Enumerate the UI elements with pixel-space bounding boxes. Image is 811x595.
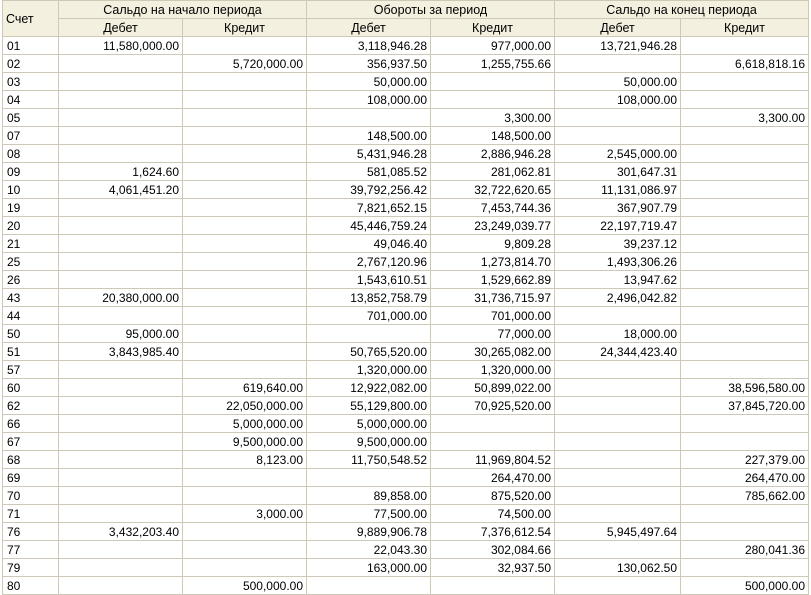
- turnover-credit-cell[interactable]: 701,000.00: [431, 307, 555, 325]
- turnover-credit-cell[interactable]: 148,500.00: [431, 127, 555, 145]
- turnover-credit-cell[interactable]: 70,925,520.00: [431, 397, 555, 415]
- turnover-credit-cell[interactable]: [431, 433, 555, 451]
- closing-debit-cell[interactable]: [555, 451, 681, 469]
- turnover-credit-cell[interactable]: 7,376,612.54: [431, 523, 555, 541]
- closing-credit-cell[interactable]: [681, 361, 809, 379]
- group-closing-balance-header[interactable]: Сальдо на конец периода: [555, 1, 809, 19]
- closing-credit-cell[interactable]: [681, 127, 809, 145]
- opening-debit-cell[interactable]: [59, 91, 183, 109]
- account-cell[interactable]: 21: [3, 235, 59, 253]
- closing-credit-cell[interactable]: [681, 73, 809, 91]
- account-cell[interactable]: 02: [3, 55, 59, 73]
- opening-debit-cell[interactable]: [59, 253, 183, 271]
- opening-credit-cell[interactable]: [183, 109, 307, 127]
- turnover-credit-cell[interactable]: 32,722,620.65: [431, 181, 555, 199]
- opening-credit-cell[interactable]: [183, 37, 307, 55]
- table-row[interactable]: [3, 397, 809, 415]
- opening-credit-cell[interactable]: [183, 541, 307, 559]
- account-cell[interactable]: 10: [3, 181, 59, 199]
- closing-debit-cell[interactable]: 22,197,719.47: [555, 217, 681, 235]
- closing-credit-cell[interactable]: 500,000.00: [681, 577, 809, 595]
- opening-debit-cell[interactable]: 20,380,000.00: [59, 289, 183, 307]
- closing-credit-cell[interactable]: [681, 181, 809, 199]
- closing-debit-cell[interactable]: [555, 397, 681, 415]
- opening-debit-cell[interactable]: [59, 433, 183, 451]
- closing-debit-cell[interactable]: [555, 55, 681, 73]
- opening-credit-cell[interactable]: [183, 127, 307, 145]
- turnover-credit-header[interactable]: Кредит: [431, 19, 555, 37]
- turnover-debit-cell[interactable]: 5,000,000.00: [307, 415, 431, 433]
- turnover-debit-cell[interactable]: 581,085.52: [307, 163, 431, 181]
- table-row[interactable]: [3, 199, 809, 217]
- table-row[interactable]: [3, 289, 809, 307]
- closing-debit-cell[interactable]: 1,493,306.26: [555, 253, 681, 271]
- table-row[interactable]: [3, 469, 809, 487]
- turnover-credit-cell[interactable]: 11,969,804.52: [431, 451, 555, 469]
- opening-debit-cell[interactable]: 4,061,451.20: [59, 181, 183, 199]
- opening-credit-cell[interactable]: [183, 343, 307, 361]
- opening-debit-cell[interactable]: [59, 397, 183, 415]
- closing-debit-cell[interactable]: [555, 379, 681, 397]
- opening-credit-cell[interactable]: [183, 559, 307, 577]
- table-row[interactable]: [3, 253, 809, 271]
- opening-debit-cell[interactable]: [59, 505, 183, 523]
- closing-credit-cell[interactable]: [681, 217, 809, 235]
- closing-debit-cell[interactable]: 13,721,946.28: [555, 37, 681, 55]
- table-row[interactable]: [3, 361, 809, 379]
- turnover-debit-cell[interactable]: 1,320,000.00: [307, 361, 431, 379]
- table-row[interactable]: [3, 433, 809, 451]
- opening-debit-cell[interactable]: 3,432,203.40: [59, 523, 183, 541]
- opening-credit-cell[interactable]: [183, 253, 307, 271]
- turnover-credit-cell[interactable]: [431, 577, 555, 595]
- account-cell[interactable]: 26: [3, 271, 59, 289]
- opening-credit-cell[interactable]: 8,123.00: [183, 451, 307, 469]
- opening-debit-cell[interactable]: [59, 145, 183, 163]
- turnover-debit-cell[interactable]: 9,889,906.78: [307, 523, 431, 541]
- turnover-debit-cell[interactable]: 701,000.00: [307, 307, 431, 325]
- opening-debit-cell[interactable]: [59, 307, 183, 325]
- closing-credit-cell[interactable]: [681, 199, 809, 217]
- account-cell[interactable]: 25: [3, 253, 59, 271]
- opening-credit-cell[interactable]: [183, 91, 307, 109]
- account-cell[interactable]: 67: [3, 433, 59, 451]
- turnover-debit-cell[interactable]: 11,750,548.52: [307, 451, 431, 469]
- opening-credit-cell[interactable]: [183, 181, 307, 199]
- opening-credit-cell[interactable]: [183, 217, 307, 235]
- opening-debit-cell[interactable]: 3,843,985.40: [59, 343, 183, 361]
- turnover-credit-cell[interactable]: 7,453,744.36: [431, 199, 555, 217]
- closing-debit-cell[interactable]: 50,000.00: [555, 73, 681, 91]
- table-row[interactable]: [3, 181, 809, 199]
- closing-credit-header[interactable]: Кредит: [681, 19, 809, 37]
- table-row[interactable]: [3, 379, 809, 397]
- closing-debit-cell[interactable]: 18,000.00: [555, 325, 681, 343]
- table-row[interactable]: [3, 73, 809, 91]
- opening-credit-cell[interactable]: [183, 145, 307, 163]
- turnover-debit-cell[interactable]: 163,000.00: [307, 559, 431, 577]
- closing-debit-cell[interactable]: [555, 505, 681, 523]
- header-row-subcolumns: [3, 19, 809, 37]
- closing-debit-cell[interactable]: 13,947.62: [555, 271, 681, 289]
- table-row[interactable]: [3, 271, 809, 289]
- closing-credit-cell[interactable]: [681, 289, 809, 307]
- opening-credit-cell[interactable]: [183, 199, 307, 217]
- opening-credit-cell[interactable]: [183, 289, 307, 307]
- account-cell[interactable]: 68: [3, 451, 59, 469]
- table-row[interactable]: [3, 163, 809, 181]
- account-cell[interactable]: 03: [3, 73, 59, 91]
- closing-debit-cell[interactable]: 130,062.50: [555, 559, 681, 577]
- account-cell[interactable]: 07: [3, 127, 59, 145]
- opening-credit-cell[interactable]: [183, 73, 307, 91]
- opening-credit-cell[interactable]: 619,640.00: [183, 379, 307, 397]
- account-cell[interactable]: 70: [3, 487, 59, 505]
- opening-credit-header[interactable]: Кредит: [183, 19, 307, 37]
- opening-credit-cell[interactable]: [183, 163, 307, 181]
- closing-credit-cell[interactable]: [681, 253, 809, 271]
- turnover-credit-cell[interactable]: 875,520.00: [431, 487, 555, 505]
- closing-credit-cell[interactable]: [681, 37, 809, 55]
- turnover-credit-cell[interactable]: 1,255,755.66: [431, 55, 555, 73]
- opening-debit-cell[interactable]: [59, 271, 183, 289]
- turnover-credit-cell[interactable]: 2,886,946.28: [431, 145, 555, 163]
- turnover-debit-cell[interactable]: 148,500.00: [307, 127, 431, 145]
- turnover-debit-cell[interactable]: 39,792,256.42: [307, 181, 431, 199]
- turnover-debit-cell[interactable]: 50,765,520.00: [307, 343, 431, 361]
- opening-debit-cell[interactable]: [59, 415, 183, 433]
- turnover-debit-cell[interactable]: 22,043.30: [307, 541, 431, 559]
- closing-credit-cell[interactable]: [681, 235, 809, 253]
- closing-debit-cell[interactable]: 108,000.00: [555, 91, 681, 109]
- turnover-debit-cell[interactable]: 49,046.40: [307, 235, 431, 253]
- turnover-credit-cell[interactable]: [431, 73, 555, 91]
- account-cell[interactable]: 08: [3, 145, 59, 163]
- closing-credit-cell[interactable]: [681, 415, 809, 433]
- turnover-debit-cell[interactable]: 50,000.00: [307, 73, 431, 91]
- closing-credit-cell[interactable]: [681, 145, 809, 163]
- opening-credit-cell[interactable]: 500,000.00: [183, 577, 307, 595]
- opening-debit-cell[interactable]: [59, 55, 183, 73]
- closing-debit-cell[interactable]: [555, 577, 681, 595]
- turnover-credit-cell[interactable]: 3,300.00: [431, 109, 555, 127]
- turnover-debit-cell[interactable]: 13,852,758.79: [307, 289, 431, 307]
- closing-credit-cell[interactable]: [681, 163, 809, 181]
- table-row[interactable]: [3, 577, 809, 595]
- closing-debit-cell[interactable]: [555, 109, 681, 127]
- opening-debit-cell[interactable]: [59, 541, 183, 559]
- opening-debit-cell[interactable]: [59, 559, 183, 577]
- table-row[interactable]: [3, 307, 809, 325]
- opening-debit-cell[interactable]: [59, 469, 183, 487]
- turnover-debit-cell[interactable]: 45,446,759.24: [307, 217, 431, 235]
- turnover-credit-cell[interactable]: [431, 415, 555, 433]
- opening-debit-cell[interactable]: [59, 361, 183, 379]
- closing-debit-cell[interactable]: [555, 127, 681, 145]
- opening-debit-cell[interactable]: [59, 451, 183, 469]
- turnover-credit-cell[interactable]: 1,529,662.89: [431, 271, 555, 289]
- turnover-balance-sheet: [2, 0, 809, 595]
- turnover-debit-header[interactable]: Дебет: [307, 19, 431, 37]
- opening-debit-cell[interactable]: [59, 577, 183, 595]
- table-row[interactable]: [3, 343, 809, 361]
- account-cell[interactable]: 60: [3, 379, 59, 397]
- opening-credit-cell[interactable]: 3,000.00: [183, 505, 307, 523]
- opening-credit-cell[interactable]: [183, 361, 307, 379]
- account-cell[interactable]: 79: [3, 559, 59, 577]
- closing-credit-cell[interactable]: 37,845,720.00: [681, 397, 809, 415]
- group-turnover-header[interactable]: Обороты за период: [307, 1, 555, 19]
- account-cell[interactable]: 57: [3, 361, 59, 379]
- closing-debit-cell[interactable]: [555, 469, 681, 487]
- closing-debit-cell[interactable]: 24,344,423.40: [555, 343, 681, 361]
- header-row-groups: [3, 1, 809, 19]
- turnover-debit-cell[interactable]: 5,431,946.28: [307, 145, 431, 163]
- table-row[interactable]: [3, 37, 809, 55]
- opening-debit-cell[interactable]: [59, 487, 183, 505]
- turnover-credit-cell[interactable]: 77,000.00: [431, 325, 555, 343]
- closing-debit-cell[interactable]: 2,545,000.00: [555, 145, 681, 163]
- closing-debit-cell[interactable]: [555, 361, 681, 379]
- turnover-credit-cell[interactable]: 302,084.66: [431, 541, 555, 559]
- table-row[interactable]: [3, 523, 809, 541]
- closing-debit-cell[interactable]: [555, 541, 681, 559]
- turnover-debit-cell[interactable]: 89,858.00: [307, 487, 431, 505]
- turnover-debit-cell[interactable]: 1,543,610.51: [307, 271, 431, 289]
- closing-credit-cell[interactable]: 3,300.00: [681, 109, 809, 127]
- closing-credit-cell[interactable]: 264,470.00: [681, 469, 809, 487]
- opening-credit-cell[interactable]: [183, 325, 307, 343]
- account-cell[interactable]: 20: [3, 217, 59, 235]
- closing-credit-cell[interactable]: [681, 523, 809, 541]
- table-row[interactable]: [3, 235, 809, 253]
- turnover-credit-cell[interactable]: 264,470.00: [431, 469, 555, 487]
- closing-credit-cell[interactable]: 38,596,580.00: [681, 379, 809, 397]
- turnover-credit-cell[interactable]: 281,062.81: [431, 163, 555, 181]
- opening-credit-cell[interactable]: [183, 307, 307, 325]
- table-row[interactable]: [3, 541, 809, 559]
- closing-debit-cell[interactable]: 39,237.12: [555, 235, 681, 253]
- opening-debit-cell[interactable]: 1,624.60: [59, 163, 183, 181]
- turnover-credit-cell[interactable]: 23,249,039.77: [431, 217, 555, 235]
- turnover-debit-cell[interactable]: 356,937.50: [307, 55, 431, 73]
- account-cell[interactable]: 05: [3, 109, 59, 127]
- turnover-debit-cell[interactable]: 2,767,120.96: [307, 253, 431, 271]
- table-row[interactable]: [3, 415, 809, 433]
- turnover-credit-cell[interactable]: 9,809.28: [431, 235, 555, 253]
- closing-debit-cell[interactable]: [555, 487, 681, 505]
- opening-credit-cell[interactable]: 5,000,000.00: [183, 415, 307, 433]
- turnover-debit-cell[interactable]: 77,500.00: [307, 505, 431, 523]
- turnover-credit-cell[interactable]: 1,320,000.00: [431, 361, 555, 379]
- account-cell[interactable]: 19: [3, 199, 59, 217]
- opening-credit-cell[interactable]: 22,050,000.00: [183, 397, 307, 415]
- closing-debit-cell[interactable]: 11,131,086.97: [555, 181, 681, 199]
- table-row[interactable]: [3, 451, 809, 469]
- account-cell[interactable]: 80: [3, 577, 59, 595]
- account-cell[interactable]: 44: [3, 307, 59, 325]
- table-row[interactable]: [3, 505, 809, 523]
- opening-credit-cell[interactable]: [183, 235, 307, 253]
- opening-credit-cell[interactable]: 5,720,000.00: [183, 55, 307, 73]
- opening-debit-cell[interactable]: 11,580,000.00: [59, 37, 183, 55]
- table-row[interactable]: [3, 127, 809, 145]
- turnover-debit-cell[interactable]: [307, 109, 431, 127]
- opening-debit-cell[interactable]: [59, 199, 183, 217]
- closing-credit-cell[interactable]: [681, 271, 809, 289]
- opening-debit-cell[interactable]: [59, 217, 183, 235]
- account-cell[interactable]: 66: [3, 415, 59, 433]
- table-row[interactable]: [3, 325, 809, 343]
- closing-debit-cell[interactable]: 301,647.31: [555, 163, 681, 181]
- opening-credit-cell[interactable]: [183, 523, 307, 541]
- opening-debit-cell[interactable]: [59, 73, 183, 91]
- opening-credit-cell[interactable]: 9,500,000.00: [183, 433, 307, 451]
- turnover-credit-cell[interactable]: 31,736,715.97: [431, 289, 555, 307]
- account-cell[interactable]: 69: [3, 469, 59, 487]
- turnover-credit-cell[interactable]: 30,265,082.00: [431, 343, 555, 361]
- closing-debit-cell[interactable]: [555, 307, 681, 325]
- closing-credit-cell[interactable]: [681, 307, 809, 325]
- turnover-debit-cell[interactable]: [307, 577, 431, 595]
- closing-debit-header[interactable]: Дебет: [555, 19, 681, 37]
- opening-credit-cell[interactable]: [183, 469, 307, 487]
- closing-credit-cell[interactable]: [681, 343, 809, 361]
- table-row[interactable]: [3, 217, 809, 235]
- table-row[interactable]: [3, 487, 809, 505]
- account-cell[interactable]: 43: [3, 289, 59, 307]
- turnover-debit-cell[interactable]: 7,821,652.15: [307, 199, 431, 217]
- closing-debit-cell[interactable]: 5,945,497.64: [555, 523, 681, 541]
- closing-debit-cell[interactable]: 367,907.79: [555, 199, 681, 217]
- closing-credit-cell[interactable]: [681, 505, 809, 523]
- turnover-debit-cell[interactable]: [307, 325, 431, 343]
- account-cell[interactable]: 09: [3, 163, 59, 181]
- turnover-credit-cell[interactable]: 977,000.00: [431, 37, 555, 55]
- closing-credit-cell[interactable]: 785,662.00: [681, 487, 809, 505]
- closing-credit-cell[interactable]: [681, 325, 809, 343]
- closing-debit-cell[interactable]: [555, 415, 681, 433]
- closing-credit-cell[interactable]: 6,618,818.16: [681, 55, 809, 73]
- opening-debit-cell[interactable]: [59, 235, 183, 253]
- account-cell[interactable]: 76: [3, 523, 59, 541]
- table-body: [3, 37, 809, 595]
- opening-credit-cell[interactable]: [183, 271, 307, 289]
- turnover-debit-cell[interactable]: 9,500,000.00: [307, 433, 431, 451]
- turnover-credit-cell[interactable]: [431, 91, 555, 109]
- closing-credit-cell[interactable]: [681, 433, 809, 451]
- account-cell[interactable]: 01: [3, 37, 59, 55]
- opening-debit-cell[interactable]: [59, 379, 183, 397]
- closing-debit-cell[interactable]: [555, 433, 681, 451]
- account-cell[interactable]: 50: [3, 325, 59, 343]
- opening-debit-header[interactable]: Дебет: [59, 19, 183, 37]
- opening-credit-cell[interactable]: [183, 487, 307, 505]
- account-cell[interactable]: 04: [3, 91, 59, 109]
- group-opening-balance-header[interactable]: Сальдо на начало периода: [59, 1, 307, 19]
- account-cell[interactable]: 77: [3, 541, 59, 559]
- turnover-credit-cell[interactable]: 1,273,814.70: [431, 253, 555, 271]
- turnover-debit-cell[interactable]: 3,118,946.28: [307, 37, 431, 55]
- opening-debit-cell[interactable]: 95,000.00: [59, 325, 183, 343]
- turnover-credit-cell[interactable]: 74,500.00: [431, 505, 555, 523]
- table-row[interactable]: [3, 145, 809, 163]
- turnover-debit-cell[interactable]: 12,922,082.00: [307, 379, 431, 397]
- table-row[interactable]: [3, 109, 809, 127]
- turnover-debit-cell[interactable]: 108,000.00: [307, 91, 431, 109]
- turnover-debit-cell[interactable]: [307, 469, 431, 487]
- closing-credit-cell[interactable]: 227,379.00: [681, 451, 809, 469]
- opening-debit-cell[interactable]: [59, 127, 183, 145]
- account-cell[interactable]: 71: [3, 505, 59, 523]
- table-row[interactable]: [3, 91, 809, 109]
- column-account-header[interactable]: Счет: [3, 1, 59, 37]
- turnover-debit-cell[interactable]: 55,129,800.00: [307, 397, 431, 415]
- turnover-credit-cell[interactable]: 32,937.50: [431, 559, 555, 577]
- closing-credit-cell[interactable]: [681, 559, 809, 577]
- account-cell[interactable]: 62: [3, 397, 59, 415]
- closing-credit-cell[interactable]: [681, 91, 809, 109]
- table-row[interactable]: [3, 55, 809, 73]
- opening-debit-cell[interactable]: [59, 109, 183, 127]
- account-cell[interactable]: 51: [3, 343, 59, 361]
- closing-debit-cell[interactable]: 2,496,042.82: [555, 289, 681, 307]
- table-row[interactable]: [3, 559, 809, 577]
- turnover-credit-cell[interactable]: 50,899,022.00: [431, 379, 555, 397]
- closing-credit-cell[interactable]: 280,041.36: [681, 541, 809, 559]
